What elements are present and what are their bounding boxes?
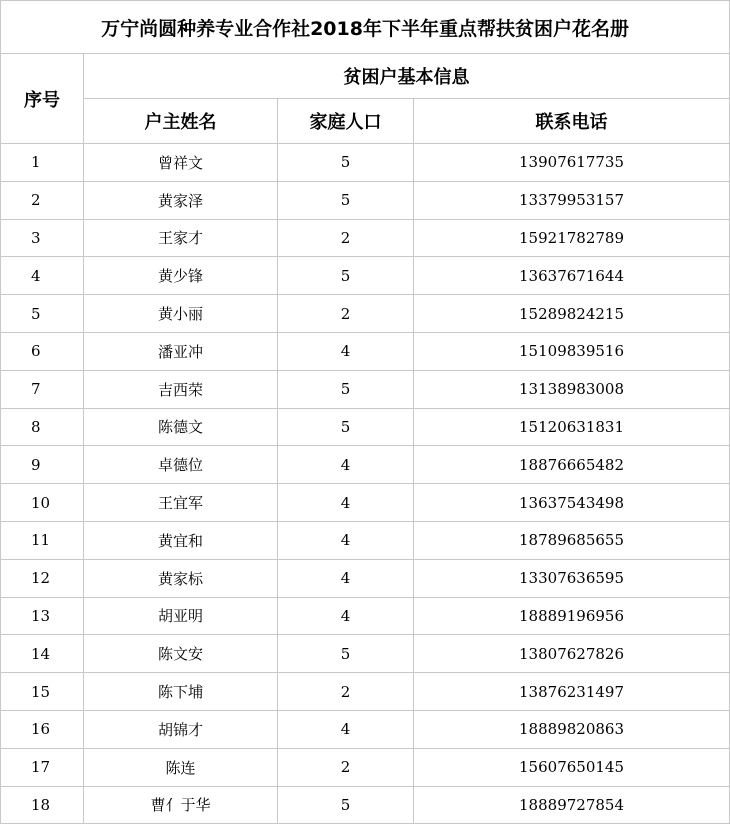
table-row xyxy=(1,484,730,522)
cell-seq: 17 xyxy=(1,748,84,786)
cell-family: 4 xyxy=(278,446,414,484)
cell-seq: 9 xyxy=(1,446,84,484)
cell-phone: 13807627826 xyxy=(414,635,730,673)
cell-phone: 15109839516 xyxy=(414,332,730,370)
cell-family: 4 xyxy=(278,484,414,522)
cell-name: 曹亻于华 xyxy=(84,786,278,824)
cell-family: 5 xyxy=(278,181,414,219)
cell-phone: 13379953157 xyxy=(414,181,730,219)
table-row xyxy=(1,521,730,559)
cell-seq: 16 xyxy=(1,710,84,748)
sheet-title: 万宁尚圆种养专业合作社2018年下半年重点帮扶贫困户花名册 xyxy=(1,1,730,54)
cell-name: 黄宜和 xyxy=(84,521,278,559)
header-name: 户主姓名 xyxy=(84,99,278,144)
cell-name: 黄少锋 xyxy=(84,257,278,295)
cell-family: 4 xyxy=(278,521,414,559)
cell-seq: 10 xyxy=(1,484,84,522)
table-row xyxy=(1,408,730,446)
cell-phone: 18876665482 xyxy=(414,446,730,484)
table-row xyxy=(1,332,730,370)
header-family: 家庭人口 xyxy=(278,99,414,144)
table-row xyxy=(1,597,730,635)
cell-name: 黄小丽 xyxy=(84,295,278,333)
cell-family: 2 xyxy=(278,295,414,333)
table-row xyxy=(1,257,730,295)
table-row xyxy=(1,559,730,597)
table-row xyxy=(1,710,730,748)
header-phone: 联系电话 xyxy=(414,99,730,144)
cell-seq: 5 xyxy=(1,295,84,333)
cell-seq: 18 xyxy=(1,786,84,824)
cell-seq: 15 xyxy=(1,673,84,711)
cell-phone: 18889727854 xyxy=(414,786,730,824)
cell-seq: 12 xyxy=(1,559,84,597)
cell-family: 2 xyxy=(278,748,414,786)
cell-phone: 15607650145 xyxy=(414,748,730,786)
cell-name: 陈文安 xyxy=(84,635,278,673)
table-row xyxy=(1,181,730,219)
table-row xyxy=(1,370,730,408)
cell-name: 曾祥文 xyxy=(84,144,278,182)
table-row xyxy=(1,144,730,182)
cell-family: 5 xyxy=(278,257,414,295)
cell-name: 黄家泽 xyxy=(84,181,278,219)
cell-name: 王宜军 xyxy=(84,484,278,522)
cell-family: 4 xyxy=(278,559,414,597)
cell-name: 陈德文 xyxy=(84,408,278,446)
cell-name: 吉西荣 xyxy=(84,370,278,408)
table-row xyxy=(1,635,730,673)
table-row xyxy=(1,295,730,333)
cell-family: 2 xyxy=(278,673,414,711)
cell-phone: 13138983008 xyxy=(414,370,730,408)
cell-family: 4 xyxy=(278,597,414,635)
cell-name: 胡锦才 xyxy=(84,710,278,748)
cell-seq: 3 xyxy=(1,219,84,257)
cell-seq: 4 xyxy=(1,257,84,295)
cell-family: 5 xyxy=(278,408,414,446)
cell-seq: 14 xyxy=(1,635,84,673)
cell-name: 卓德位 xyxy=(84,446,278,484)
table-row xyxy=(1,219,730,257)
cell-seq: 13 xyxy=(1,597,84,635)
cell-family: 5 xyxy=(278,786,414,824)
cell-family: 2 xyxy=(278,219,414,257)
cell-seq: 2 xyxy=(1,181,84,219)
cell-phone: 13637671644 xyxy=(414,257,730,295)
cell-phone: 18789685655 xyxy=(414,521,730,559)
cell-name: 王家才 xyxy=(84,219,278,257)
cell-phone: 13907617735 xyxy=(414,144,730,182)
cell-family: 5 xyxy=(278,370,414,408)
cell-name: 黄家标 xyxy=(84,559,278,597)
cell-family: 5 xyxy=(278,635,414,673)
cell-seq: 11 xyxy=(1,521,84,559)
cell-name: 潘亚冲 xyxy=(84,332,278,370)
cell-family: 4 xyxy=(278,710,414,748)
cell-seq: 8 xyxy=(1,408,84,446)
table-row xyxy=(1,786,730,824)
cell-phone: 15289824215 xyxy=(414,295,730,333)
cell-phone: 18889820863 xyxy=(414,710,730,748)
table-row xyxy=(1,446,730,484)
cell-phone: 15921782789 xyxy=(414,219,730,257)
cell-family: 4 xyxy=(278,332,414,370)
cell-phone: 13637543498 xyxy=(414,484,730,522)
header-group: 贫困户基本信息 xyxy=(84,54,730,99)
cell-seq: 1 xyxy=(1,144,84,182)
table-row xyxy=(1,748,730,786)
cell-family: 5 xyxy=(278,144,414,182)
table-row xyxy=(1,673,730,711)
cell-seq: 6 xyxy=(1,332,84,370)
header-seq: 序号 xyxy=(1,54,84,144)
cell-name: 陈下埔 xyxy=(84,673,278,711)
cell-phone: 13876231497 xyxy=(414,673,730,711)
cell-seq: 7 xyxy=(1,370,84,408)
cell-phone: 13307636595 xyxy=(414,559,730,597)
cell-name: 胡亚明 xyxy=(84,597,278,635)
cell-phone: 18889196956 xyxy=(414,597,730,635)
cell-phone: 15120631831 xyxy=(414,408,730,446)
cell-name: 陈连 xyxy=(84,748,278,786)
